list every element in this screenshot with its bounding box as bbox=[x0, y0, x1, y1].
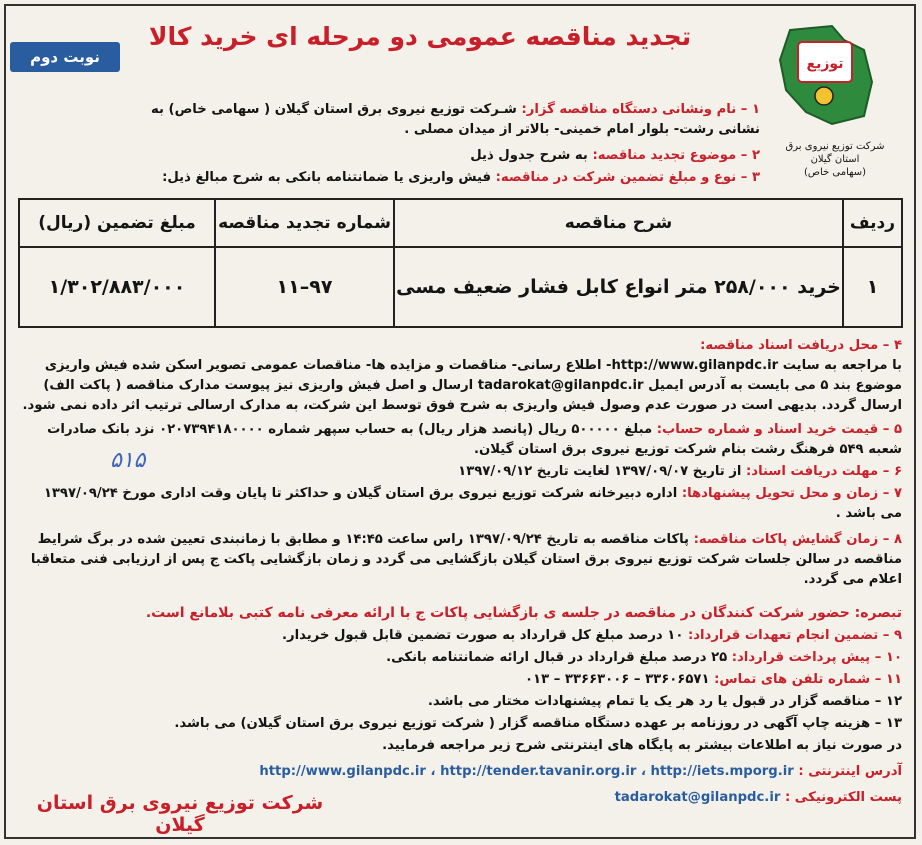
web-urls[interactable]: http://www.gilanpdc.ir ، http://tender.tavanir.org.ir ، http://iets.mporg.ir bbox=[259, 764, 794, 779]
logo-caption-line: (سهامی خاص) bbox=[803, 167, 867, 178]
more-info bbox=[20, 736, 902, 756]
company-signature: شرکت توزیع نیروی برق استان گیلان bbox=[36, 792, 324, 836]
intro-item-2 bbox=[150, 146, 760, 166]
company-logo bbox=[772, 20, 882, 130]
section-11 bbox=[20, 670, 902, 690]
notice-title: تجدید مناقصه عمومی دو مرحله ای خرید کالا bbox=[148, 22, 692, 51]
section-label: ۵ – قیمت خرید اسناد و شماره حساب: bbox=[656, 422, 902, 437]
section-text: مبلغ ۵۰۰۰۰۰ ریال (پانصد هزار ریال) به حساب سپهر شماره ۰۲۰۷۳۹۴۱۸۰۰۰۰ نزد بانک صادرات شعبه ۵۴۹ فرهنگ رشت بنام شرکت توزیع نیروی برق استان گیلان. bbox=[47, 422, 902, 457]
cell-row-no: ۱ bbox=[843, 247, 902, 327]
section-text: ۱۳ – هزینه چاپ آگهی در روزنامه بر عهده دستگاه مناقصه گزار ( شرکت توزیع نیروی برق استان گیلان) می باشد. bbox=[174, 716, 902, 731]
section-text: در صورت نیاز به اطلاعات بیشتر به پایگاه های اینترنتی شرح زیر مراجعه فرمایید. bbox=[382, 738, 902, 753]
section-text: ۱۰ درصد مبلغ کل قرارداد به صورت تضمین قابل قبول خریدار. bbox=[281, 628, 684, 643]
section-text: ۲۵ درصد مبلغ قرارداد در قبال ارائه ضمانتنامه بانکی. bbox=[386, 650, 728, 665]
logo-text: توزیع bbox=[806, 56, 844, 72]
logo-caption-line: شرکت توزیع نیروی برق bbox=[785, 141, 885, 152]
section-4 bbox=[20, 336, 902, 356]
cell-guarantee: ۱/۳۰۲/۸۸۳/۰۰۰ bbox=[19, 247, 215, 327]
handwritten-stamp: ۵۱۵ bbox=[110, 448, 146, 473]
logo-caption-line: استان گیلان bbox=[810, 154, 860, 165]
section-8 bbox=[20, 530, 902, 590]
section-13 bbox=[20, 714, 902, 734]
intro-label: ۳ – نوع و مبلغ تضمین شرکت در مناقصه: bbox=[495, 170, 760, 185]
intro-text: فیش واریزی یا ضمانتنامه بانکی به شرح مبالغ ذیل: bbox=[162, 170, 492, 185]
cell-description: خرید ۲۵۸/۰۰۰ متر انواع کابل فشار ضعیف مسی bbox=[394, 247, 843, 327]
section-label: ۸ – زمان گشایش پاکات مناقصه: bbox=[693, 532, 902, 547]
col-guarantee: مبلغ تضمین (ریال) bbox=[19, 199, 215, 247]
section-9 bbox=[20, 626, 902, 646]
intro-text: شـرکت توزیع نیروی برق استان گیلان ( سهامی خاص) به نشانی رشت- بلوار امام خمینی- بالاتر از میدان مصلی . bbox=[151, 102, 760, 137]
section-label: ۱۱ – شماره تلفن های تماس: bbox=[714, 672, 902, 687]
section-text: از تاریخ ۱۳۹۷/۰۹/۰۷ لغایت تاریخ ۱۳۹۷/۰۹/۱۲ bbox=[458, 464, 742, 479]
col-description: شرح مناقصه bbox=[394, 199, 843, 247]
email-address bbox=[360, 788, 902, 808]
intro-item-3 bbox=[150, 168, 760, 188]
round-badge: نوبت دوم bbox=[10, 42, 120, 72]
table-row bbox=[19, 247, 902, 327]
web-label: آدرس اینترنتی : bbox=[798, 764, 902, 779]
intro-label: ۲ – موضوع تجدید مناقصه: bbox=[592, 148, 760, 163]
logo-caption bbox=[760, 140, 910, 179]
web-address bbox=[20, 762, 902, 782]
section-label: ۹ – تضمین انجام تعهدات قرارداد: bbox=[687, 628, 902, 643]
section-label: ۱۰ – پیش پرداخت قرارداد: bbox=[731, 650, 902, 665]
table-header-row bbox=[19, 199, 902, 247]
section-label: ۶ – مهلت دریافت اسناد: bbox=[746, 464, 902, 479]
section-7 bbox=[20, 484, 902, 524]
col-tender-no: شماره تجدید مناقصه bbox=[215, 199, 394, 247]
section-text: با مراجعه به سایت http://www.gilanpdc.ir- اطلاع رسانی- مناقصات و مزایده ها- مناقصات عمومی تصویر اسکن شده فیش واریزی موضوع بند ۵ می بایست به آدرس ایمیل tadarokat@gilanpdc.ir ارسال و اصل فیش واریزی نیز پیوست مدارک مناقصه ( پاکت الف) ارسال گردد. بدیهی است در صورت عدم وصول فیش واریزی به شرح فوق توسط این شرکت، به مدارک ارسالی ترتیب اثر داده نمی شود. bbox=[22, 358, 902, 413]
section-text: پاکات مناقصه به تاریخ ۱۳۹۷/۰۹/۲۴ راس ساعت ۱۴:۴۵ و مطابق با زمانبندی تعیین شده در برگ شرایط مناقصه در سالن جلسات شرکت توزیع نیروی برق استان گیلان بازگشایی می گردد و زمان بازگشایی پاکت ج پس از ارزیابی فنی متعاقبا اعلام می گردد. bbox=[30, 532, 902, 587]
section-10 bbox=[20, 648, 902, 668]
intro-label: ۱ – نام ونشانی دستگاه مناقصه گزار: bbox=[521, 102, 760, 117]
intro-text: به شرح جدول ذیل bbox=[470, 148, 588, 163]
col-row-no: ردیف bbox=[843, 199, 902, 247]
cell-tender-no: ۹۷–۱۱ bbox=[215, 247, 394, 327]
section-text: ۱۲ – مناقصه گزار در قبول یا رد هر یک یا تمام پیشنهادات مختار می باشد. bbox=[427, 694, 902, 709]
email-link[interactable]: tadarokat@gilanpdc.ir bbox=[614, 790, 781, 805]
tender-table bbox=[18, 198, 903, 328]
section-4-body bbox=[20, 356, 902, 416]
section-label: ۷ – زمان و محل تحویل پیشنهادها: bbox=[681, 486, 902, 501]
intro-item-1 bbox=[150, 100, 760, 140]
section-text: ۳۳۶۰۶۵۷۱ – ۳۳۶۶۳۰۰۶ – ۰۱۳ bbox=[524, 672, 710, 687]
section-label: ۴ – محل دریافت اسناد مناقصه: bbox=[700, 338, 902, 353]
note-text: تبصره: حضور شرکت کنندگان در مناقصه در جلسه ی بازگشایی پاکات ج با ارائه معرفی نامه کتبی بلامانع است. bbox=[145, 605, 902, 621]
section-12 bbox=[20, 692, 902, 712]
section-text: اداره دبیرخانه شرکت توزیع نیروی برق استان گیلان و حداکثر تا پایان وقت اداری مورخ ۱۳۹۷/۰۹/۲۴ می باشد . bbox=[43, 486, 902, 521]
email-label: پست الکترونیکی : bbox=[784, 790, 902, 805]
